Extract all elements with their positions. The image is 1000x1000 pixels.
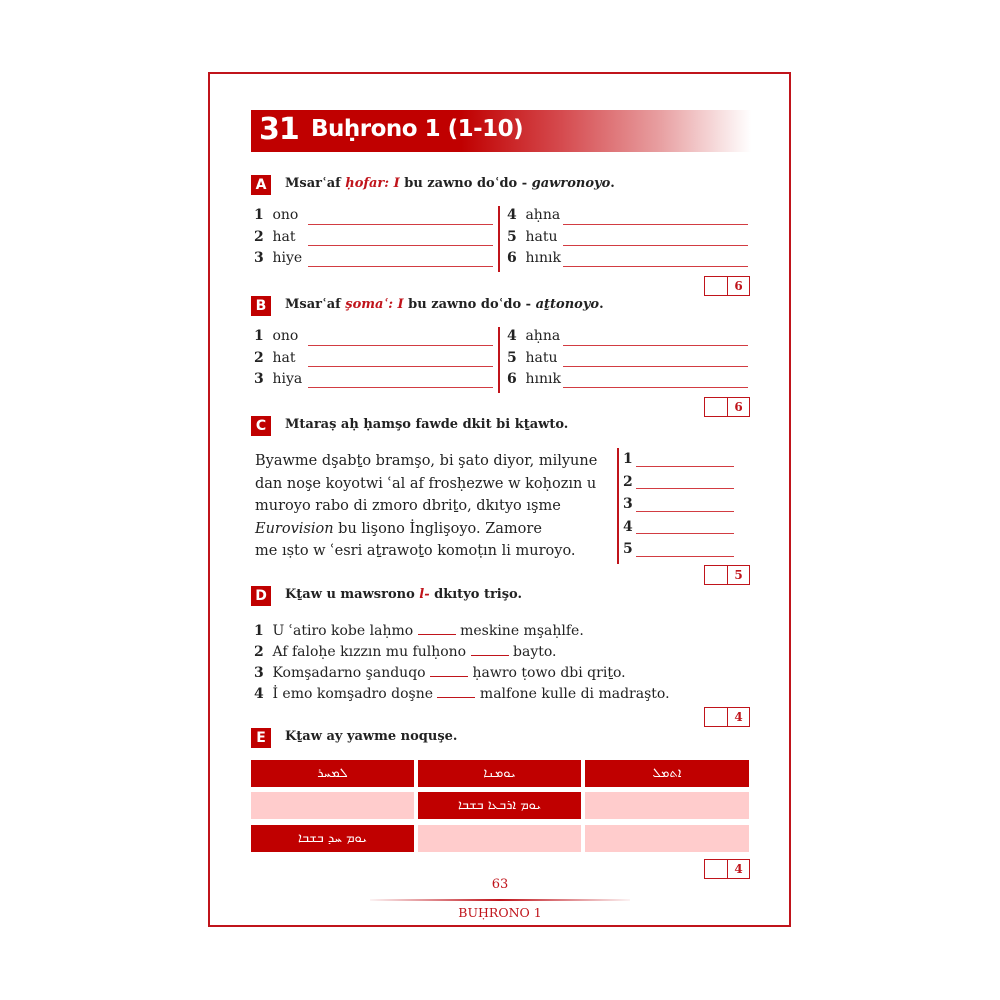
sentence-item [254, 643, 557, 663]
answer-line[interactable] [563, 345, 748, 346]
lesson-number: 31 [259, 112, 299, 147]
item-word: hınık [525, 250, 561, 266]
table-header-cell: ܠܡܚܪ [251, 760, 414, 787]
answer-line[interactable] [308, 387, 493, 388]
score-box [704, 276, 750, 296]
item-number: 5 [507, 350, 517, 366]
item-number: 5 [507, 229, 517, 245]
answer-line[interactable] [563, 366, 748, 367]
score-box [704, 859, 750, 879]
item-number: 1 [254, 623, 264, 639]
score-input[interactable] [705, 708, 728, 726]
exercise-item [507, 207, 560, 227]
page-number: 63 [491, 877, 509, 892]
answer-number: 5 [623, 541, 633, 557]
section-c-badge: C [251, 416, 271, 436]
instruction-text: . [599, 297, 604, 312]
section-a-instruction [285, 176, 615, 191]
exercise-item [254, 207, 298, 227]
answer-line[interactable] [308, 366, 493, 367]
answer-line[interactable] [636, 466, 734, 467]
answer-line[interactable] [308, 245, 493, 246]
score-input[interactable] [705, 566, 728, 584]
answer-number: 2 [623, 474, 633, 490]
score-input[interactable] [705, 860, 728, 878]
column-divider [498, 206, 500, 272]
answer-line[interactable] [636, 533, 734, 534]
item-word: ono [272, 328, 299, 344]
section-a-badge: A [251, 175, 271, 195]
section-b-badge: B [251, 296, 271, 316]
max-score: 4 [734, 862, 743, 876]
passage-line: me ıṣto w ʿesri aṯrawoṯo komoṭın li muroyo. [255, 543, 576, 559]
answer-number: 1 [623, 451, 633, 467]
item-word: hat [272, 229, 296, 245]
passage-line: Byawme dşabṯo bramşo, bi şato diyor, milyune [255, 453, 598, 469]
instruction-text: dkıtyo trişo. [429, 587, 523, 602]
answer-line[interactable] [563, 245, 748, 246]
section-b-instruction [285, 297, 604, 312]
item-number: 2 [254, 350, 264, 366]
footer-section-title: BUḤRONO 1 [458, 905, 542, 920]
item-word: hiya [272, 371, 303, 387]
fill-blank[interactable] [437, 685, 475, 698]
item-number: 2 [254, 644, 264, 660]
passage-line: dan noşe koyotwi ʿal af frosḥezwe w koḥozın u [255, 475, 597, 492]
exercise-item [507, 350, 557, 370]
score-box [704, 707, 750, 727]
table-answer-cell[interactable] [585, 792, 749, 819]
section-e-badge: E [251, 728, 271, 748]
exercise-item [507, 371, 561, 391]
instruction-highlight: şomaʿ: I [345, 297, 404, 312]
table-header-cell: ܐܬܡܠ [585, 760, 749, 787]
answer-line[interactable] [636, 556, 734, 557]
item-number: 4 [507, 328, 517, 344]
max-score: 6 [734, 400, 743, 414]
footer-divider [370, 899, 630, 901]
answer-line[interactable] [636, 488, 734, 489]
instruction-text: bu zawno doʿdo - [399, 176, 532, 191]
fill-blank[interactable] [418, 622, 456, 635]
item-word: aḥna [525, 328, 561, 344]
item-number: 1 [254, 207, 264, 223]
passage-line [255, 518, 600, 541]
item-word: hatu [525, 229, 558, 245]
table-answer-cell[interactable] [251, 792, 414, 819]
sentence-text: İ emo komşadro doşne [272, 686, 434, 702]
fill-blank[interactable] [471, 643, 509, 656]
item-number: 3 [254, 250, 264, 266]
fill-blank[interactable] [430, 664, 468, 677]
score-box [704, 397, 750, 417]
item-number: 6 [507, 250, 517, 266]
exercise-item [254, 328, 298, 348]
sentence-text: Af faloḥe kızzın mu fulḥono [272, 644, 467, 660]
table-given-cell: ܝܘܡ ܚܕ ܒܫܒܐ [251, 825, 414, 852]
sentence-item [254, 622, 584, 642]
answer-line[interactable] [308, 266, 493, 267]
sentence-text: U ʿatiro kobe laḥmo [272, 623, 414, 639]
max-score: 6 [734, 279, 743, 293]
max-score: 5 [734, 568, 743, 582]
answer-line[interactable] [308, 224, 493, 225]
sentence-text: meskine mşaḥlfe. [460, 623, 584, 639]
passage-italic: Eurovision [255, 520, 334, 537]
item-word: aḥna [525, 207, 561, 223]
exercise-item [507, 250, 561, 270]
item-word: hınık [525, 371, 561, 387]
answer-line[interactable] [563, 266, 748, 267]
item-word: hiye [272, 250, 303, 266]
instruction-text: Kṯaw u mawsrono [285, 587, 420, 602]
score-input[interactable] [705, 398, 728, 416]
item-word: hat [272, 350, 296, 366]
instruction-text: . [610, 176, 615, 191]
exercise-item [254, 229, 295, 249]
item-number: 4 [254, 686, 264, 702]
sentence-text: bayto. [513, 644, 557, 660]
instruction-highlight: l- [419, 587, 430, 602]
passage-line: muroyo rabo di zmoro dbriṯo, dkıtyo ışme [255, 498, 561, 514]
reading-passage [255, 450, 600, 563]
item-number: 4 [507, 207, 517, 223]
item-number: 3 [254, 371, 264, 387]
answer-line[interactable] [308, 345, 493, 346]
exercise-item [254, 250, 302, 270]
table-given-cell: ܝܘܡ ܐܪܒܥܐ ܒܫܒܐ [418, 792, 581, 819]
item-word: hatu [525, 350, 558, 366]
section-e-instruction: Kṯaw ay yawme noquşe. [285, 729, 458, 744]
exercise-item [254, 350, 295, 370]
sentence-text: ḥawro ṭowo dbi qriṯo. [472, 665, 626, 681]
sentence-item [254, 685, 670, 705]
max-score: 4 [734, 710, 743, 724]
exercise-item [254, 371, 302, 391]
sentence-item [254, 664, 626, 684]
instruction-italic: aṯtonoyo [535, 297, 600, 312]
score-input[interactable] [705, 277, 728, 295]
column-divider [617, 448, 619, 564]
table-answer-cell[interactable] [418, 825, 581, 852]
instruction-italic: gawronoyo [531, 176, 611, 191]
sentence-text: Komşadarno şanduqo [272, 665, 426, 681]
lesson-title: Buḥrono 1 (1-10) [311, 116, 524, 142]
sentence-text: malfone kulle di madraşto. [479, 686, 670, 702]
answer-number: 4 [623, 519, 633, 535]
exercise-item [507, 229, 557, 249]
instruction-highlight: ḥofar: I [345, 176, 400, 191]
section-d-badge: D [251, 586, 271, 606]
item-number: 2 [254, 229, 264, 245]
lesson-title-bar [251, 110, 751, 152]
column-divider [498, 327, 500, 393]
section-c-instruction: Mtaraṣ aḥ ḥamşo fawde dkit bi kṯawto. [285, 417, 569, 432]
item-number: 3 [254, 665, 264, 681]
instruction-text: bu zawno doʿdo - [403, 297, 536, 312]
exercise-item [507, 328, 560, 348]
item-number: 6 [507, 371, 517, 387]
answer-line[interactable] [563, 224, 748, 225]
section-d-instruction [285, 587, 522, 602]
answer-number: 3 [623, 496, 633, 512]
passage-text: bu lişono İnglişoyo. Zamore [333, 520, 542, 537]
answer-line[interactable] [563, 387, 748, 388]
item-number: 1 [254, 328, 264, 344]
answer-line[interactable] [636, 511, 734, 512]
item-word: ono [272, 207, 299, 223]
instruction-text: Msarʿaf [285, 176, 346, 191]
score-box [704, 565, 750, 585]
table-header-cell: ܝܘܡܢܐ [418, 760, 581, 787]
table-answer-cell[interactable] [585, 825, 749, 852]
instruction-text: Msarʿaf [285, 297, 346, 312]
